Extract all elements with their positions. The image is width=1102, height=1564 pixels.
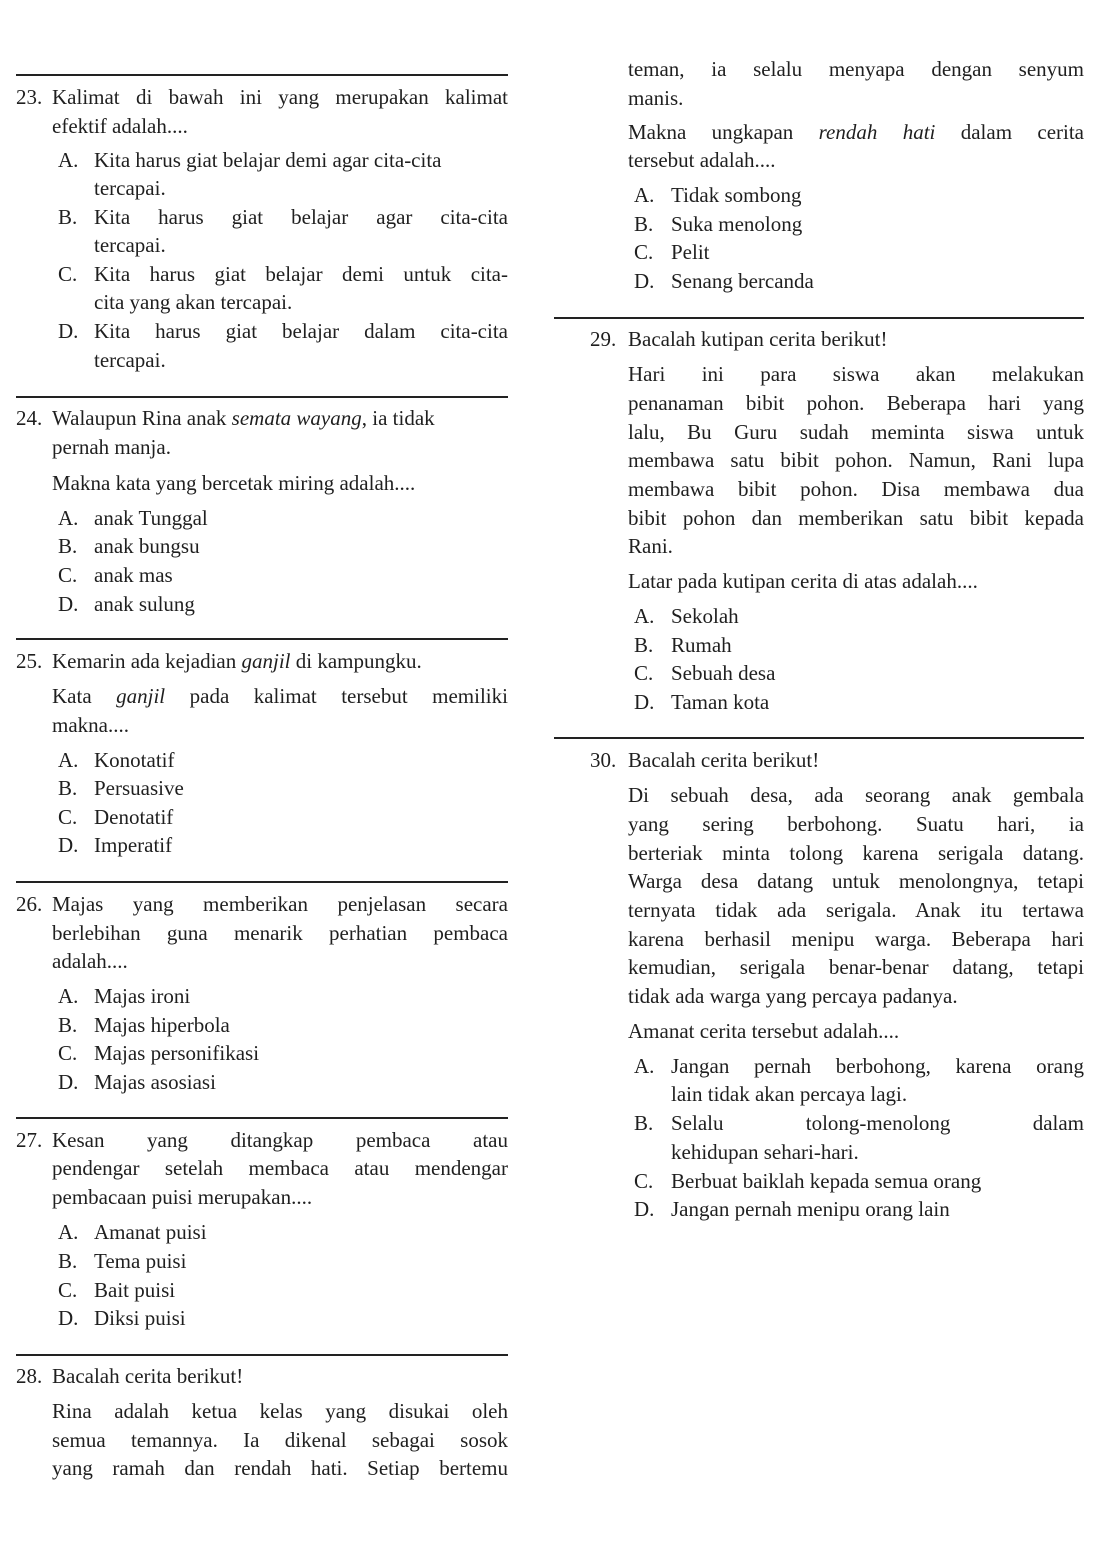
option-text: Kita harus giat belajar agar cita-cita xyxy=(94,205,508,229)
option-letter: B. xyxy=(58,1013,78,1037)
divider xyxy=(16,881,508,883)
option-letter: D. xyxy=(58,592,79,616)
story-text: teman, ia selalu menyapa dengan senyum xyxy=(628,57,1084,81)
option-text: Berbuat baiklah kepada semua orang xyxy=(671,1169,982,1193)
option-text: Tema puisi xyxy=(94,1249,187,1273)
story-text: membawa satu bibit pohon. Namun, Rani lupa xyxy=(628,448,1084,472)
question-prompt xyxy=(52,683,508,710)
story-text: Hari ini para siswa akan melakukan xyxy=(628,362,1084,386)
story-text: karena berhasil menipu warga. Beberapa hari xyxy=(628,927,1084,951)
story-text: yang sering berbohong. Suatu hari, ia xyxy=(628,812,1084,836)
story-text: yang ramah dan rendah hati. Setiap bertemu xyxy=(52,1456,508,1480)
story-text: membawa bibit pohon. Disa membawa dua xyxy=(628,477,1084,501)
option-letter: B. xyxy=(58,205,78,229)
option-letter: B. xyxy=(58,534,78,558)
option-text: Majas asosiasi xyxy=(94,1070,216,1094)
divider xyxy=(16,396,508,398)
stem-text: Walaupun Rina anak xyxy=(52,406,232,430)
option-text: Kita harus giat belajar demi agar cita-cita xyxy=(94,148,442,172)
option-text: anak bungsu xyxy=(94,534,200,558)
option-letter: C. xyxy=(634,661,654,685)
prompt-text: Kata xyxy=(52,684,117,708)
divider xyxy=(554,737,1084,739)
option-letter: A. xyxy=(58,1220,79,1244)
story-text: semua temannya. Ia dikenal sebagai sosok xyxy=(52,1428,508,1452)
option-text: tercapai. xyxy=(94,233,166,257)
question-prompt: makna.... xyxy=(52,713,129,737)
question-number: 30. xyxy=(590,748,617,772)
option-text: Jangan pernah berbohong, karena orang xyxy=(671,1054,1084,1078)
divider xyxy=(16,1354,508,1356)
option-text: Senang bercanda xyxy=(671,269,814,293)
divider xyxy=(16,1117,508,1119)
option-text: Majas ironi xyxy=(94,984,191,1008)
question-stem: Bacalah cerita berikut! xyxy=(52,1364,244,1388)
question-number: 25. xyxy=(16,649,43,673)
prompt-text: pada kalimat tersebut memiliki xyxy=(165,684,508,708)
question-stem: Kalimat di bawah ini yang merupakan kalimat xyxy=(52,85,508,109)
question-stem xyxy=(52,648,422,675)
option-text: Rumah xyxy=(671,633,732,657)
story-text: tidak ada warga yang percaya padanya. xyxy=(628,984,958,1008)
option-text: Majas hiperbola xyxy=(94,1013,230,1037)
divider xyxy=(554,317,1084,319)
question-stem: pernah manja. xyxy=(52,435,171,459)
option-letter: C. xyxy=(58,563,78,587)
option-text: Bait puisi xyxy=(94,1278,176,1302)
question-prompt xyxy=(628,119,1084,146)
italic-term: ganjil xyxy=(116,684,166,708)
option-text: Denotatif xyxy=(94,805,174,829)
stem-text: , ia tidak xyxy=(361,406,435,430)
option-text: Selalu tolong-menolong dalam xyxy=(671,1111,1084,1135)
story-text: manis. xyxy=(628,86,684,110)
question-stem xyxy=(52,405,435,432)
question-number: 26. xyxy=(16,892,43,916)
option-text: anak sulung xyxy=(94,592,195,616)
prompt-text: dalam cerita xyxy=(935,120,1084,144)
divider xyxy=(16,74,508,76)
question-prompt: tersebut adalah.... xyxy=(628,148,776,172)
italic-term: semata wayang xyxy=(231,406,362,430)
option-letter: C. xyxy=(58,1041,78,1065)
question-stem: pendengar setelah membaca atau mendengar xyxy=(52,1156,508,1180)
option-letter: B. xyxy=(634,633,654,657)
option-text: Taman kota xyxy=(671,690,770,714)
story-text: lalu, Bu Guru sudah meminta siswa untuk xyxy=(628,420,1084,444)
option-letter: A. xyxy=(58,506,79,530)
option-text: anak mas xyxy=(94,563,173,587)
option-letter: D. xyxy=(634,1197,655,1221)
option-letter: C. xyxy=(58,1278,78,1302)
stem-text: Kemarin ada kejadian xyxy=(52,649,242,673)
option-text: Sekolah xyxy=(671,604,739,628)
option-letter: A. xyxy=(58,748,79,772)
option-letter: D. xyxy=(58,833,79,857)
story-text: bibit pohon dan memberikan satu bibit kepada xyxy=(628,506,1084,530)
story-text: ternyata tidak ada serigala. Anak itu tertawa xyxy=(628,898,1084,922)
question-stem: pembacaan puisi merupakan.... xyxy=(52,1185,313,1209)
option-text: Konotatif xyxy=(94,748,175,772)
question-number: 28. xyxy=(16,1364,43,1388)
option-text: Kita harus giat belajar demi untuk cita- xyxy=(94,262,508,286)
question-stem: Bacalah kutipan cerita berikut! xyxy=(628,327,888,351)
option-text: Pelit xyxy=(671,240,710,264)
story-text: kemudian, serigala benar-benar datang, tetapi xyxy=(628,955,1084,979)
question-prompt: Latar pada kutipan cerita di atas adalah.... xyxy=(628,569,978,593)
option-text: Amanat puisi xyxy=(94,1220,207,1244)
option-text: Kita harus giat belajar dalam cita-cita xyxy=(94,319,508,343)
option-letter: C. xyxy=(58,262,78,286)
question-stem: Majas yang memberikan penjelasan secara xyxy=(52,892,508,916)
option-letter: D. xyxy=(634,269,655,293)
option-text: anak Tunggal xyxy=(94,506,208,530)
option-letter: D. xyxy=(58,319,79,343)
option-text: Majas personifikasi xyxy=(94,1041,260,1065)
question-number: 29. xyxy=(590,327,617,351)
option-text: tercapai. xyxy=(94,348,166,372)
option-letter: B. xyxy=(58,1249,78,1273)
option-text: Jangan pernah menipu orang lain xyxy=(671,1197,950,1221)
option-letter: D. xyxy=(58,1306,79,1330)
story-text: penanaman bibit pohon. Beberapa hari yang xyxy=(628,391,1084,415)
italic-term: rendah hati xyxy=(818,120,936,144)
option-letter: D. xyxy=(58,1070,79,1094)
option-letter: A. xyxy=(58,984,79,1008)
question-stem: adalah.... xyxy=(52,949,128,973)
option-letter: C. xyxy=(634,1169,654,1193)
italic-term: ganjil xyxy=(241,649,291,673)
option-text: Suka menolong xyxy=(671,212,803,236)
option-letter: A. xyxy=(634,604,655,628)
option-letter: B. xyxy=(58,776,78,800)
option-text: Diksi puisi xyxy=(94,1306,186,1330)
option-text: lain tidak akan percaya lagi. xyxy=(671,1082,908,1106)
story-text: Rani. xyxy=(628,534,673,558)
stem-text: di kampungku. xyxy=(290,649,422,673)
question-number: 27. xyxy=(16,1128,43,1152)
question-prompt: Amanat cerita tersebut adalah.... xyxy=(628,1019,900,1043)
option-letter: B. xyxy=(634,1111,654,1135)
option-letter: C. xyxy=(634,240,654,264)
option-text: Imperatif xyxy=(94,833,173,857)
question-number: 24. xyxy=(16,406,43,430)
question-number: 23. xyxy=(16,85,43,109)
divider xyxy=(16,638,508,640)
story-text: Warga desa datang untuk menolongnya, tetapi xyxy=(628,869,1084,893)
option-letter: A. xyxy=(634,1054,655,1078)
question-stem: Kesan yang ditangkap pembaca atau xyxy=(52,1128,508,1152)
option-letter: C. xyxy=(58,805,78,829)
option-text: cita yang akan tercapai. xyxy=(94,290,293,314)
story-text: Di sebuah desa, ada seorang anak gembala xyxy=(628,783,1084,807)
option-letter: B. xyxy=(634,212,654,236)
option-text: Sebuah desa xyxy=(671,661,776,685)
option-text: Persuasive xyxy=(94,776,184,800)
question-stem: efektif adalah.... xyxy=(52,114,188,138)
prompt-text: Makna ungkapan xyxy=(628,120,819,144)
question-stem: Bacalah cerita berikut! xyxy=(628,748,820,772)
option-letter: A. xyxy=(634,183,655,207)
option-text: kehidupan sehari-hari. xyxy=(671,1140,859,1164)
story-text: Rina adalah ketua kelas yang disukai oleh xyxy=(52,1399,508,1423)
option-text: Tidak sombong xyxy=(671,183,802,207)
option-letter: A. xyxy=(58,148,79,172)
story-text: berteriak minta tolong karena serigala datang. xyxy=(628,841,1084,865)
question-stem: berlebihan guna menarik perhatian pembaca xyxy=(52,921,508,945)
option-letter: D. xyxy=(634,690,655,714)
question-prompt: Makna kata yang bercetak miring adalah.... xyxy=(52,471,416,495)
option-text: tercapai. xyxy=(94,176,166,200)
